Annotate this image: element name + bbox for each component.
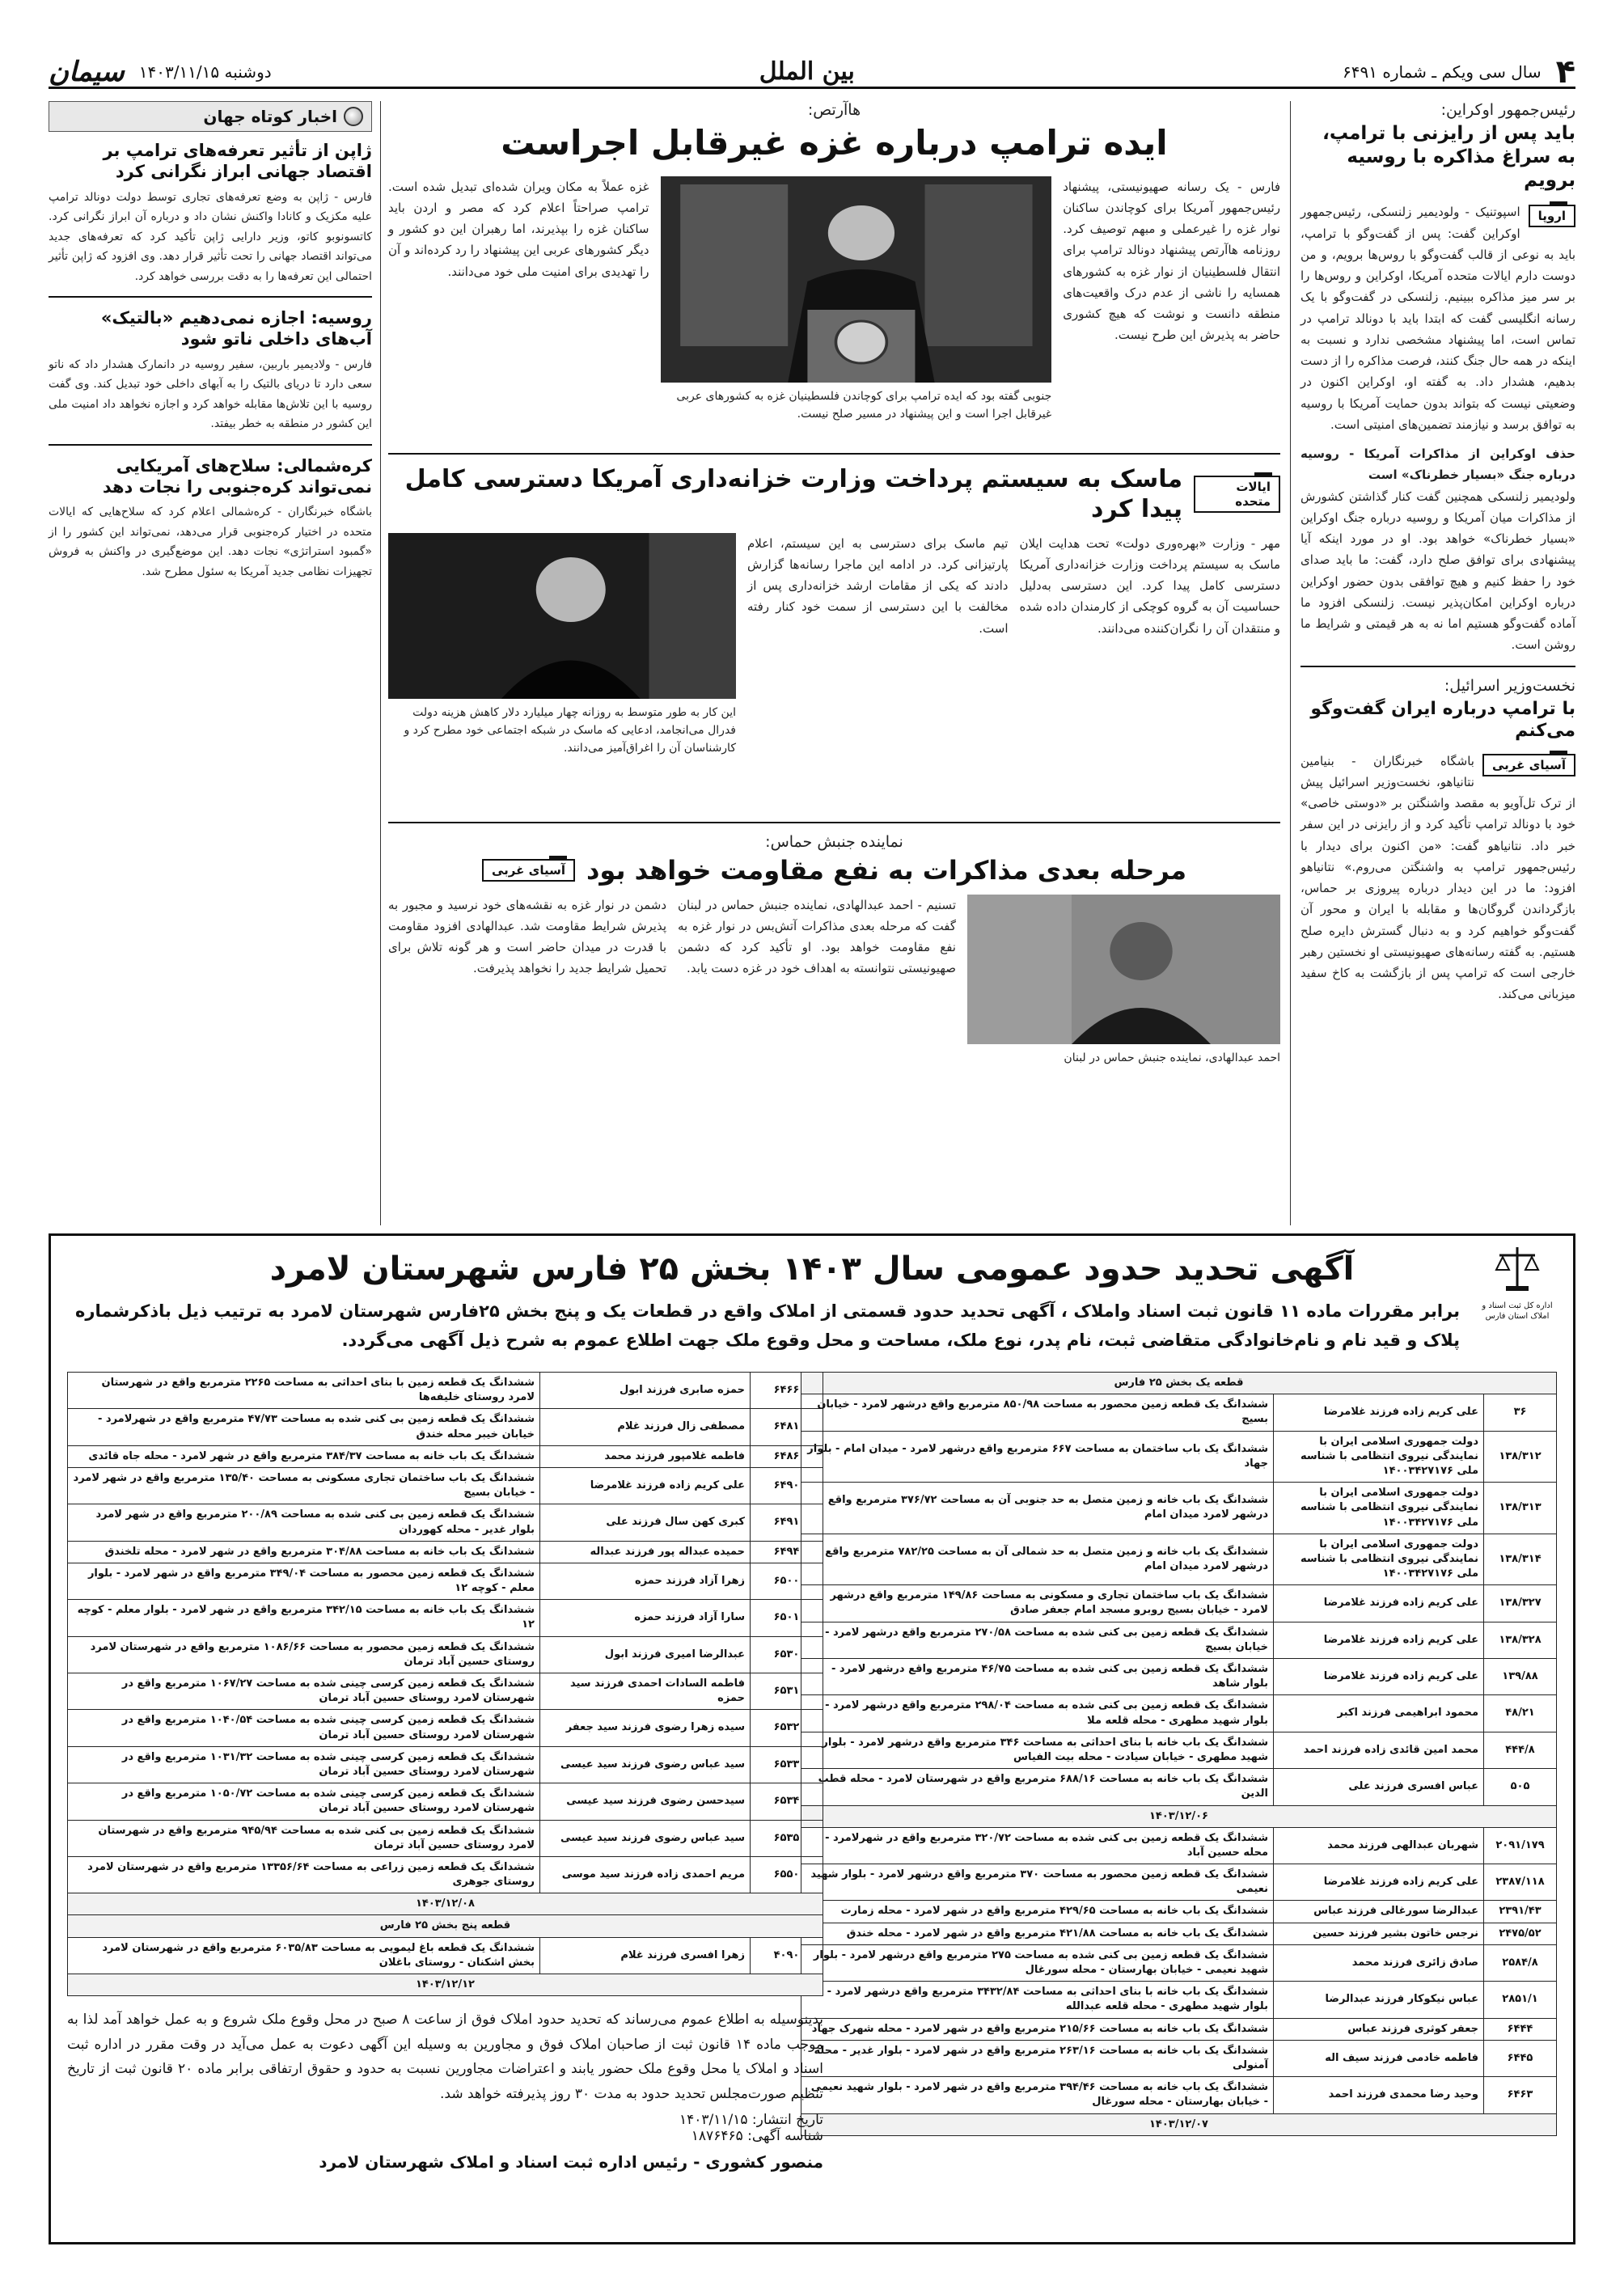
property-description: ششدانگ یک قطعه زمین بی کنی شده به مساحت ۲۷۵ مترمربع واقع درشهر لامرد - بلوار شهید نعیمی - خیابان بهارستان - محله سورغال <box>801 1944 1274 1981</box>
plate-number: ۴۴۴/۸ <box>1484 1732 1557 1768</box>
region-tag: آسیای غربی <box>1482 754 1575 776</box>
property-description: ششدانگ یک باب خانه به مساحت ۳۸۴/۳۷ مترمربع واقع در شهر لامرد - محله جاه قائدی <box>68 1445 540 1467</box>
separator <box>49 296 372 298</box>
plate-number: ۶۴۹۰ <box>751 1467 823 1504</box>
table-row <box>801 1622 1557 1658</box>
plate-number: ۲۵۸۴/۸ <box>1484 1944 1557 1981</box>
property-description: ششدانگ یک قطعه زمین محصور به مساحت ۱۰۸۶/۶۶ مترمربع واقع در شهرستان لامرد روستای حسین آباد ترمان <box>68 1636 540 1673</box>
issue-date: دوشنبه ۱۴۰۳/۱۱/۱۵ <box>138 61 272 82</box>
globe-icon <box>344 107 363 126</box>
property-description: ششدانگ یک قطعه زمین بی کنی شده به مساحت ۳۲۰/۷۲ مترمربع واقع در شهرلامرد - محله حسین آباد <box>801 1827 1274 1864</box>
story-headline: با ترامپ درباره ایران گفت‌وگو می‌کنم <box>1310 698 1575 741</box>
plate-number: ۶۵۵۰ <box>751 1856 823 1893</box>
signature: منصور کشوری - رئیس اداره ثبت اسناد و املاک شهرستان لامرد <box>319 2151 823 2172</box>
plate-number: ۱۳۸/۳۲۸ <box>1484 1622 1557 1658</box>
table-row <box>801 1923 1557 1944</box>
table-row <box>68 1856 823 1893</box>
owner-name: علی کریم زاده فرزند غلامرضا <box>1274 1659 1484 1695</box>
owner-name: دولت جمهوری اسلامی ایران با نمایندگی نیروی انتظامی با شناسه ملی ۱۴۰۰۳۴۲۷۱۷۶ <box>1274 1431 1484 1483</box>
property-description: ششدانگ یک قطعه زمین محصور به مساحت ۳۴۹/۰۴ مترمربع واقع در شهر لامرد - بلوار معلم - کوچه ۱۲ <box>68 1563 540 1599</box>
property-description: ششدانگ یک قطعه زمین بی کنی شده به مساحت ۲۹۸/۰۴ مترمربع واقع درشهر لامرد - بلوار شهید مطهری - محله قلعه ملا <box>801 1695 1274 1732</box>
plate-number: ۶۴۴۵ <box>1484 2040 1557 2076</box>
property-description: ششدانگ یک باب خانه به مساحت ۳۹۴/۴۶ مترمربع واقع در شهر لامرد - بلوار شهید نعیمی - خیابان بهارستان - محله سورغال <box>801 2077 1274 2113</box>
table-row <box>68 1636 823 1673</box>
brief-headline: ژاپن از تأثیر تعرفه‌های ترامپ بر اقتصاد جهانی ابراز نگرانی کرد <box>103 141 372 182</box>
brief-headline: روسیه: اجازه نمی‌دهیم «بالتیک» آب‌های داخلی ناتو شود <box>100 308 372 349</box>
plate-number: ۱۳۸/۳۱۳ <box>1484 1483 1557 1534</box>
property-description: ششدانگ یک قطعه زمین کرسی چینی شده به مساحت ۱۰۳۱/۳۲ مترمربع واقع در شهرستان لامرد روستای حسین آباد ترمان <box>68 1746 540 1783</box>
section-label: قطعه یک بخش ۲۵ فارس <box>801 1373 1557 1394</box>
owner-name: عبدالرضا سورغالی فرزند عباس <box>1274 1901 1484 1923</box>
plate-number: ۲۰۹۱/۱۷۹ <box>1484 1827 1557 1864</box>
story-body: ولودیمیر زلنسکی همچنین گفت کنار گذاشتن کشورش از مذاکرات میان آمریکا و روسیه درباره جنگ اوکراین «بسیار خطرناک» خواهد بود. او در مورد اینکه آیا پیشنهادی برای توافق صلح دارد، گفت: ما باید صدای خود را حفظ کنیم و هیچ توافقی بدون حضور اوکراین درباره اوکراین امکان‌پذیر نیست. زلنسکی افزود ما آماده گفت‌وگو هستیم اما نه به هر قیمتی و شرایط ما روشن است. <box>1300 489 1575 653</box>
table-row <box>68 1673 823 1710</box>
owner-name: فاطمه السادات احمدی فرزند سید حمزه <box>540 1673 751 1710</box>
brief-body: فارس - ولادیمیر باربین، سفیر روسیه در دانمارک هشدار داد که ناتو سعی دارد تا دریای بالتیک را به آبهای داخلی خود تبدیل کند. وی گفت روسیه با این تلاش‌ها مقابله خواهد کرد و اجازه نخواهد داد امنیت ملی این کشور در منطقه به خطر بیفتد. <box>49 357 372 430</box>
lead-kicker: هاآرتص: <box>807 101 861 119</box>
plate-number: ۶۵۰۰ <box>751 1563 823 1599</box>
section-label: قطعه پنج بخش ۲۵ فارس <box>68 1915 823 1937</box>
table-row <box>68 1783 823 1820</box>
section-label: ۱۴۰۳/۱۲/۰۶ <box>801 1805 1557 1827</box>
plate-number: ۶۵۳۴ <box>751 1783 823 1820</box>
owner-name: محمد امین قائدی زاده فرزند احمد <box>1274 1732 1484 1768</box>
brief-body: فارس - ژاپن به وضع تعرفه‌های تجاری توسط دولت دونالد ترامپ علیه مکزیک و کانادا واکنش نشان داد و درباره آن ابراز نگرانی کرد. کاتسونوبو کاتو، وزیر دارایی ژاپن تأکید کرد که تعرفه‌های جدید می‌تواند اقتصاد جهانی را تحت تأثیر قرار دهد. وی افزود که ژاپن تأثیر احتمالی این تعرفه‌ها را به دقت بررسی خواهد کرد. <box>49 190 372 283</box>
owner-name: فاطمه غلامپور فرزند محمد <box>540 1445 751 1467</box>
property-description: ششدانگ یک قطعه زمین بی کنی شده به مساحت ۴۷/۷۳ مترمربع واقع در شهرلامرد - خیابان خیبر محله خندق <box>68 1409 540 1445</box>
photo-caption: این کار به طور متوسط به روزانه چهار میلیارد دلار کاهش هزینه دولت فدرال می‌انجامد، ادعایی که ماسک در شبکه اجتماعی خود مطرح کرد و کارشناسان آن را اغراق‌آمیز می‌دانند. <box>404 705 736 755</box>
left-column <box>49 101 372 582</box>
owner-name: زهرا آزاد فرزند حمزه <box>540 1563 751 1599</box>
table-row <box>801 1483 1557 1534</box>
plate-number: ۶۴۹۴ <box>751 1541 823 1563</box>
section-label: ۱۴۰۳/۱۲/۰۷ <box>801 2113 1557 2135</box>
story-body: دشمن در نوار غزه به نقشه‌های خود نرسید و مجبور به پذیرش شرایط مقاومت شد. عبدالهادی افزود مقاومت با قدرت در میدان حاضر است و هر گونه تلاش برای تحمیل شرایط جدید را نخواهد پذیرفت. <box>388 897 666 976</box>
plate-number: ۶۴۸۱ <box>751 1409 823 1445</box>
table-row <box>801 2018 1557 2040</box>
table-row <box>68 1467 823 1504</box>
owner-name: سید عباس رضوی فرزند سید عیسی <box>540 1746 751 1783</box>
ad-id: شناسه آگهی: ۱۸۷۶۴۶۵ <box>691 2127 823 2144</box>
property-description: ششدانگ یک باب ساختمان به مساحت ۶۶۷ مترمربع واقع درشهر لامرد - میدان امام - بلوار جهاد <box>801 1431 1274 1483</box>
owner-name: عبدالرضا امیری فرزند ابول <box>540 1636 751 1673</box>
story-headline: ماسک به سیستم پرداخت وزارت خزانه‌داری آمریکا دسترسی کامل پیدا کرد <box>404 464 1183 523</box>
plate-number: ۶۵۰۱ <box>751 1600 823 1636</box>
plate-number: ۶۵۳۳ <box>751 1746 823 1783</box>
owner-name: علی کریم زاده فرزند غلامرضا <box>1274 1864 1484 1901</box>
story-kicker: رئیس‌جمهور اوکراین: <box>1440 101 1575 119</box>
table-row <box>801 2077 1557 2113</box>
plate-number: ۶۴۴۴ <box>1484 2018 1557 2040</box>
story-kicker: نخست‌وزیر اسرائیل: <box>1444 676 1575 695</box>
property-description: ششدانگ یک قطعه زمین با بنای احداثی به مساحت ۲۲۶۵ مترمربع واقع در شهرستان لامرد روستای خلیفه‌ها <box>68 1373 540 1409</box>
owner-name: کبری کهن سال فرزند علی <box>540 1504 751 1541</box>
table-row <box>68 1504 823 1541</box>
news-brief-header <box>49 101 372 132</box>
property-description: ششدانگ یک قطعه زمین زراعی به مساحت ۱۳۳۵۶/۶۴ مترمربع واقع در شهرستان لامرد روستای جوهری <box>68 1856 540 1893</box>
plate-number: ۲۳۹۱/۴۳ <box>1484 1901 1557 1923</box>
plate-number: ۶۴۸۶ <box>751 1445 823 1467</box>
table-row <box>801 1431 1557 1483</box>
property-description: ششدانگ یک باب ساختمان تجاری مسکونی به مساحت ۱۳۵/۴۰ مترمربع واقع در شهر لامرد - خیابان بسیج <box>68 1467 540 1504</box>
property-description: ششدانگ یک قطعه زمین بی کنی شده به مساحت ۴۶/۷۵ مترمربع واقع درشهر لامرد - بلوار شاهد <box>801 1659 1274 1695</box>
plate-number: ۶۴۶۶ <box>751 1373 823 1409</box>
property-description: ششدانگ یک قطعه زمین بی کنی شده به مساحت ۲۰۰/۸۹ مترمربع واقع در شهر لامرد بلوار غدیر - محله کهوردان <box>68 1504 540 1541</box>
table-section-row <box>801 1373 1557 1394</box>
property-description: ششدانگ یک باب خانه به مساحت ۴۲۹/۶۵ مترمربع واقع در شهر لامرد - محله زمارت <box>801 1901 1274 1923</box>
owner-name: علی کریم زاده فرزند غلامرضا <box>1274 1394 1484 1431</box>
owner-name: علی کریم زاده فرزند غلامرضا <box>1274 1585 1484 1622</box>
table-row <box>801 2040 1557 2076</box>
paper-logo: سیمان <box>49 55 125 88</box>
owner-name: سید عباس رضوی فرزند سید عیسی <box>540 1820 751 1856</box>
property-boundary-notice <box>49 1233 1575 2244</box>
table-row <box>801 1534 1557 1585</box>
lead-body-col: فارس - یک رسانه صهیونیستی، پیشنهاد رئیس‌جمهور آمریکا برای کوچاندن ساکنان نوار غزه را غیرعملی و مبهم توصیف کرد. روزنامه هاآرتص پیشنهاد دونالد ترامپ برای انتقال فلسطینیان از نوار غزه به کشورهای همسایه را ناشی از عدم درک واقعیت‌های منطقه دانست و نوشت که هیچ کشوری حاضر به پذیرش این طرح نیست. <box>1063 179 1280 343</box>
separator <box>388 453 1280 455</box>
property-description: ششدانگ یک باب خانه و زمین متصل به حد جنوبی آن به مساحت ۳۷۶/۷۲ مترمربع واقع درشهر لامرد میدان امام <box>801 1483 1274 1534</box>
story-headline: باید پس از رایزنی با ترامپ، به سراغ مذاکره با روسیه برویم <box>1322 123 1575 191</box>
property-description: ششدانگ یک قطعه زمین کرسی چینی شده به مساحت ۱۰۶۷/۲۷ مترمربع واقع در شهرستان لامرد روستای حسین آباد ترمان <box>68 1673 540 1710</box>
lead-headline: ایده ترامپ درباره غزه غیرقابل اجراست <box>501 123 1168 163</box>
plate-number: ۶۴۶۳ <box>1484 2077 1557 2113</box>
notice-footer: بدینوسیله به اطلاع عموم می‌رساند که تحدید حدود املاک فوق از ساعت ۸ صبح در محل وقوع ملک شروع و به عمل خواهد آمد لذا به موجب ماده ۱۴ قانون ثبت از صاحبان املاک فوق و مجاورین به وسیله این آگهی دعوت به عمل می‌آید در وقت مقرر در اداره ثبت اسناد و املاک یا محل وقوع ملک حضور یابند و اعتراضات مجاورین نسبت به حدود و حقوق ارتفاقی برابر ماده ۲۰ قانون ثبت از تاریخ تنظیم صورت‌مجلس تحدید حدود به مدت ۳۰ روز پذیرفته خواهد شد. <box>67 2012 823 2102</box>
owner-name: نرجس خاتون بشیر فرزند حسین <box>1274 1923 1484 1944</box>
table-row <box>68 1409 823 1445</box>
region-tag: ایالات متحده <box>1194 476 1280 513</box>
brief-body: باشگاه خبرنگاران - کره‌شمالی اعلام کرد که سلاح‌هایی که ایالات متحده در اختیار کره‌جنوبی قرار می‌دهد، نمی‌تواند این کشور را از «گمبود استراتژی» نجات دهد. این موضع‌گیری در واکنش به فروش تجهیزات نظامی جدید آمریکا به سئول مطرح شد. <box>49 506 372 578</box>
table-row <box>68 1820 823 1856</box>
owner-name: صادق زائری فرزند محمد <box>1274 1944 1484 1981</box>
owner-name: شهربان عبدالهی فرزند محمد <box>1274 1827 1484 1864</box>
owner-name: حمزه صابری فرزند ابول <box>540 1373 751 1409</box>
property-description: ششدانگ یک باب خانه به مساحت ۳۴۲/۱۵ مترمربع واقع در شهر لامرد - بلوار معلم - کوچه ۱۲ <box>68 1600 540 1636</box>
property-description: ششدانگ یک باب خانه به مساحت ۲۶۳/۱۶ مترمربع واقع در شهر لامرد - بلوار غدیر - محله آمنولی <box>801 2040 1274 2076</box>
table-row <box>801 1982 1557 2018</box>
plate-number: ۶۵۳۵ <box>751 1820 823 1856</box>
region-tag: آسیای غربی <box>482 859 575 882</box>
table-row <box>801 1695 1557 1732</box>
masthead <box>49 53 1575 91</box>
property-description: ششدانگ یک قطعه زمین کرسی چینی شده به مساحت ۱۰۵۰/۷۲ مترمربع واقع در شهرستان لامرد روستای حسین آباد ترمان <box>68 1783 540 1820</box>
plate-number: ۳۶ <box>1484 1394 1557 1431</box>
property-description: ششدانگ یک باب ساختمان تجاری و مسکونی به مساحت ۱۴۹/۸۶ مترمربع واقع درشهر لامرد - خیابان بسیج روبرو مسجد امام جعفر صادق <box>801 1585 1274 1622</box>
property-table <box>67 1372 823 1996</box>
separator <box>388 822 1280 823</box>
plate-number: ۲۸۵۱/۱ <box>1484 1982 1557 2018</box>
hamas-spokesman-photo <box>967 895 1280 1044</box>
owner-name: دولت جمهوری اسلامی ایران با نمایندگی نیروی انتظامی با شناسه ملی ۱۴۰۰۳۴۲۷۱۷۶ <box>1274 1534 1484 1585</box>
story-body: مهر - وزارت «بهره‌وری دولت» تحت هدایت ایلان ماسک به سیستم پرداخت وزارت خزانه‌داری آمریکا دسترسی کامل پیدا کرد. این دسترسی به‌دلیل حساسیت آن به گروه کوچکی از کارمندان داده شده و منتقدان آن را نگران‌کننده می‌دانند. <box>1019 535 1280 636</box>
table-row <box>68 1541 823 1563</box>
property-description: ششدانگ یک باب خانه با بنای احداثی به مساحت ۳۴۳۲/۸۴ مترمربع واقع درشهر لامرد - بلوار شهید مطهری - محله قلعه عبدالله <box>801 1982 1274 2018</box>
plate-number: ۲۳۸۷/۱۱۸ <box>1484 1864 1557 1901</box>
property-description: ششدانگ یک قطعه باغ لیمویی به مساحت ۶۰۳۵/۸۳ مترمربع واقع در شهرستان لامرد بخش اشکنان - روستای باغلان <box>68 1937 540 1974</box>
plate-number: ۱۳۸/۳۲۷ <box>1484 1585 1557 1622</box>
table-row <box>68 1746 823 1783</box>
page-number: ۴ <box>1555 53 1575 91</box>
plate-number: ۱۳۸/۳۱۲ <box>1484 1431 1557 1483</box>
issue-info: سال سی ویکم ـ شماره ۶۴۹۱ <box>1343 61 1542 82</box>
plate-number: ۱۳۹/۸۸ <box>1484 1659 1557 1695</box>
property-description: ششدانگ یک باب خانه و زمین متصل به حد شمالی آن به مساحت ۷۸۲/۲۵ مترمربع واقع درشهر لامرد میدان امام <box>801 1534 1274 1585</box>
musk-photo <box>388 533 736 699</box>
table-row <box>801 1732 1557 1768</box>
owner-name: سیده زهرا رضوی فرزند سید جعفر <box>540 1710 751 1746</box>
property-description: ششدانگ یک قطعه زمین بی کنی شده به مساحت ۹۴۵/۹۴ مترمربع واقع در شهرستان لامرد روستای حسین آباد ترمان <box>68 1820 540 1856</box>
table-section-row <box>801 1805 1557 1827</box>
owner-name: زهرا افسری فرزند غلام <box>540 1937 751 1974</box>
plate-number: ۵۰۵ <box>1484 1769 1557 1805</box>
plate-number: ۶۵۳۰ <box>751 1636 823 1673</box>
plate-number: ۱۳۸/۳۱۴ <box>1484 1534 1557 1585</box>
seal-text: اداره کل ثبت اسناد و املاک استان فارس <box>1482 1301 1553 1321</box>
left-property-table <box>67 1372 823 2172</box>
right-property-table <box>801 1372 1557 2136</box>
table-row <box>801 1659 1557 1695</box>
story-body: تیم ماسک برای دسترسی به این سیستم، اعلام پارتیزانی کرد. در ادامه این ماجرا رسانه‌ها گزارش دادند که یکی از مقامات ارشد خزانه‌داری پس از مخالفت با این دسترسی از سمت خود کنار رفته است. <box>747 535 1009 636</box>
table-row <box>68 1937 823 1974</box>
owner-name: عباس افسری فرزند علی <box>1274 1769 1484 1805</box>
property-description: ششدانگ یک قطعه زمین محصور به مساحت ۳۷۰ مترمربع واقع درشهر لامرد - بلوار شهید نعیمی <box>801 1864 1274 1901</box>
property-description: ششدانگ یک قطعه زمین محصور به مساحت ۸۵۰/۹۸ مترمربع واقع درشهر لامرد - خیابان بسیج <box>801 1394 1274 1431</box>
plate-number: ۶۵۳۲ <box>751 1710 823 1746</box>
table-row <box>68 1373 823 1409</box>
plate-number: ۲۴۷۵/۵۲ <box>1484 1923 1557 1944</box>
news-brief-title: اخبار کوتاه جهان <box>203 107 337 126</box>
owner-name: عباس نیکوکار فرزند عبدالرضا <box>1274 1982 1484 2018</box>
owner-name: وحید رضا محمدی فرزند احمد <box>1274 2077 1484 2113</box>
table-row <box>68 1600 823 1636</box>
table-section-row <box>68 1893 823 1915</box>
right-column <box>1300 101 1575 1005</box>
middle-column <box>388 101 1280 1161</box>
property-description: ششدانگ یک باب خانه به مساحت ۶۸۸/۱۶ مترمربع واقع در شهرستان لامرد - محله قطب الدین <box>801 1769 1274 1805</box>
story-body: باشگاه خبرنگاران - بنیامین نتانیاهو، نخست‌وزیر اسرائیل پیش از ترک تل‌آویو به مقصد واشنگتن بر «دوستی خاصی» خود با دونالد ترامپ تأکید کرد و از رایزنی در این سفر خبر داد. نتانیاهو گفت: «من اکنون برای دیدار با رئیس‌جمهور ترامپ به واشنگتن می‌روم.» نتانیاهو افزود: ما در این دیدار درباره پیروزی بر حماس، بازگرداندن گروگان‌ها و مقابله با ایران و محور آن گفت‌وگو خواهیم کرد و به دنبال گسترش دایره صلح هستیم. به گفته رسانه‌های صهیونیستی او نخستین رهبر خارجی است که ترامپ پس از بازگشت به کاخ سفید میزبانی می‌کند. <box>1300 753 1575 1002</box>
story-kicker: نماینده جنبش حماس: <box>765 832 903 851</box>
plate-number: ۶۵۳۱ <box>751 1673 823 1710</box>
property-table <box>801 1372 1557 2136</box>
owner-name: علی کریم زاده فرزند غلامرضا <box>1274 1622 1484 1658</box>
table-row <box>801 1944 1557 1981</box>
section-label: ۱۴۰۳/۱۲/۱۲ <box>68 1974 823 1996</box>
table-row <box>68 1563 823 1599</box>
table-row <box>801 1394 1557 1431</box>
trump-photo <box>661 176 1052 383</box>
property-description: ششدانگ یک قطعه زمین کرسی چینی شده به مساحت ۱۰۴۰/۵۴ مترمربع واقع در شهرستان لامرد روستای حسین آباد ترمان <box>68 1710 540 1746</box>
column-divider <box>380 101 381 1225</box>
story-headline: مرحله بعدی مذاکرات به نفع مقاومت خواهد بود <box>586 854 1187 886</box>
owner-name: حمیده عبداله پور فرزند عبداله <box>540 1541 751 1563</box>
table-row <box>801 1769 1557 1805</box>
section-label: ۱۴۰۳/۱۲/۰۸ <box>68 1893 823 1915</box>
owner-name: فاطمه خادمی فرزند سیف اله <box>1274 2040 1484 2076</box>
section-title: بین الملل <box>759 57 855 86</box>
photo-caption: جنوبی گفته بود که ایده ترامپ برای کوچاندن فلسطینیان غزه به کشورهای عربی غیرقابل اجرا است و این پیشنهاد در مسیر صلح نیست. <box>676 389 1052 421</box>
story-subhead: حذف اوکراین از مذاکرات آمریکا - روسیه درباره جنگ «بسیار خطرناک» است <box>1300 446 1575 483</box>
photo-caption: احمد عبدالهادی، نماینده جنبش حماس در لبنان <box>1064 1051 1280 1064</box>
story-body: اسپوتنیک - ولودیمیر زلنسکی، رئیس‌جمهور اوکراین گفت: پس از گفت‌وگو با ترامپ، باید به نوعی از قالب گفت‌وگو با روس‌ها برویم، و من دوست دارم ایالات متحده آمریکا، اوکراین و روس‌ها را بر سر میز مذاکره ببینیم. زلنسکی در گفت‌وگو با یک رسانه انگلیسی گفت که ابتدا باید با دونالد ترامپ در تماس است، اما پیشنهاد مشخصی ندارد و نسبت به اینکه در همه حال جنگ کنند، فرصت مذاکره را از دست بدهیم، هشدار داد. به گفته او، اوکراین اکنون در وضعیتی نیست که بتواند بدون حمایت آمریکا با روسیه به توافق برسد و نیازمند تضمین‌های امنیتی است. <box>1300 205 1575 432</box>
owner-name: سارا آزاد فرزند حمزه <box>540 1600 751 1636</box>
owner-name: مریم احمدی زاده فرزند سید موسی <box>540 1856 751 1893</box>
property-description: ششدانگ یک باب خانه به مساحت ۴۲۱/۸۸ مترمربع واقع در شهر لامرد - محله خندق <box>801 1923 1274 1944</box>
table-row <box>68 1445 823 1467</box>
column-divider <box>1290 101 1291 1225</box>
owner-name: محمود ابراهیمی فرزند اکبر <box>1274 1695 1484 1732</box>
plate-number: ۴۰۹۰ <box>751 1937 823 1974</box>
separator <box>49 444 372 446</box>
owner-name: جعفر کوثری فرزند عباس <box>1274 2018 1484 2040</box>
region-tag: اروپا <box>1529 205 1575 227</box>
owner-name: علی کریم زاده فرزند غلامرضا <box>540 1467 751 1504</box>
table-section-row <box>801 2113 1557 2135</box>
story-body: تسنیم - احمد عبدالهادی، نماینده جنبش حماس در لبنان گفت که مرحله بعدی مذاکرات آتش‌بس در نوار غزه به نفع مقاومت خواهد بود. او تأکید کرد که دشمن صهیونیستی نتوانسته به اهداف خود در غزه دست یابد. <box>678 897 956 976</box>
notice-intro: برابر مقررات ماده ۱۱ قانون ثبت اسناد واملاک ، آگهی تحدید حدود قسمتی از املاک واقع در قطعات یک و پنج بخش ۲۵فارس شهرستان لامرد به ترتیب ذیل باذکرشماره پلاک و قید نام و نام‌خانوادگی متقاضی ثبت، نام پدر، نوع ملک، مساحت و محل وقوع ملک جهت اطلاع عموم به شرح ذیل آگهی می‌گردد. <box>75 1301 1460 1350</box>
property-description: ششدانگ یک باب خانه با بنای احداثی به مساحت ۳۴۶ مترمربع واقع درشهر لامرد - بلوار شهید مطهری - خیابان سیادت - محله بیت الفیاس <box>801 1732 1274 1768</box>
owner-name: دولت جمهوری اسلامی ایران با نمایندگی نیروی انتظامی با شناسه ملی ۱۴۰۰۳۴۲۷۱۷۶ <box>1274 1483 1484 1534</box>
table-row <box>801 1585 1557 1622</box>
separator <box>1300 666 1575 667</box>
table-row <box>801 1864 1557 1901</box>
property-description: ششدانگ یک باب خانه به مساحت ۲۱۵/۶۶ مترمربع واقع در شهر لامرد - محله شهرک جهاد <box>801 2018 1274 2040</box>
notice-title: آگهی تحدید حدود عمومی سال ۱۴۰۳ بخش ۲۵ فارس شهرستان لامرد <box>269 1250 1355 1288</box>
lead-body-col: غزه عملاً به مکان ویران شده‌ای تبدیل شده است. ترامپ صراحتاً اعلام کرد که مصر و اردن باید ساکنان غزه را بپذیرند، اما رهبران این دو کشور و دیگر کشورهای عربی این پیشنهاد را رد کرده‌اند و آن را تهدیدی برای امنیت ملی خود می‌دانند. <box>388 179 649 279</box>
table-row <box>68 1710 823 1746</box>
owner-name: سیدحسن رضوی فرزند سید عیسی <box>540 1783 751 1820</box>
table-section-row <box>68 1915 823 1937</box>
property-description: ششدانگ یک قطعه زمین بی کنی شده به مساحت ۲۷۰/۵۸ مترمربع واقع درشهر لامرد - خیابان بسیج <box>801 1622 1274 1658</box>
table-row <box>801 1827 1557 1864</box>
brief-headline: کره‌شمالی: سلاح‌های آمریکایی نمی‌تواند کره‌جنوبی را نجات دهد <box>102 455 372 497</box>
plate-number: ۴۸/۲۱ <box>1484 1695 1557 1732</box>
table-row <box>801 1901 1557 1923</box>
property-description: ششدانگ یک باب خانه به مساحت ۳۰۴/۸۸ مترمربع واقع در شهر لامرد - محله تلخندق <box>68 1541 540 1563</box>
publish-date: تاریخ انتشار: ۱۴۰۳/۱۱/۱۵ <box>679 2111 823 2128</box>
table-section-row <box>68 1974 823 1996</box>
plate-number: ۶۴۹۱ <box>751 1504 823 1541</box>
owner-name: مصطفی زال فرزند غلام <box>540 1409 751 1445</box>
